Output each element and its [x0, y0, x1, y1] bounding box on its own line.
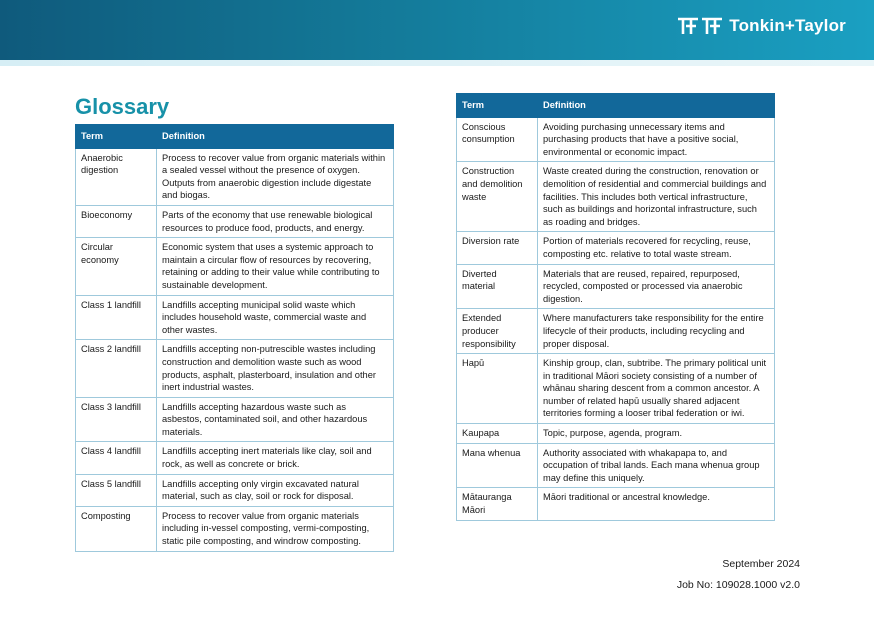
glossary-term: Conscious consumption — [457, 117, 538, 162]
table-row — [457, 162, 775, 232]
glossary-definition: Authority associated with whakapapa to, and occupation of tribal lands. Each mana whenua group may define this uniquely. — [538, 443, 775, 488]
table-header-row — [457, 94, 775, 118]
glossary-definition: Landfills accepting only virgin excavated natural material, such as clay, soil or rock for disposal. — [157, 474, 394, 506]
column-header-definition: Definition — [157, 125, 394, 149]
table-row — [457, 354, 775, 424]
column-header-term: Term — [457, 94, 538, 118]
glossary-definition: Landfills accepting municipal solid waste which includes household waste, commercial waste and other wastes. — [157, 295, 394, 340]
glossary-term: Class 3 landfill — [76, 397, 157, 442]
table-row — [76, 205, 394, 237]
glossary-definition: Landfills accepting non-putrescible wastes including construction and demolition waste such as wood products, asphalt, plasterboard, insulation and other inert industrial wastes. — [157, 340, 394, 397]
glossary-table-left — [75, 124, 394, 552]
glossary-term: Class 5 landfill — [76, 474, 157, 506]
header-accent-strip — [0, 60, 874, 66]
glossary-term: Class 4 landfill — [76, 442, 157, 474]
glossary-term: Mana whenua — [457, 443, 538, 488]
glossary-term: Hapū — [457, 354, 538, 424]
page-title: Glossary — [75, 94, 170, 119]
glossary-term: Mātauranga Māori — [457, 488, 538, 520]
column-header-term: Term — [76, 125, 157, 149]
glossary-definition: Avoiding purchasing unnecessary items and purchasing products that have a positive social, environmental or economic impact. — [538, 117, 775, 162]
glossary-term: Composting — [76, 506, 157, 551]
glossary-term: Diversion rate — [457, 232, 538, 264]
table-row — [76, 474, 394, 506]
table-row — [76, 340, 394, 397]
brand-logo — [677, 16, 846, 36]
glossary-term: Construction and demolition waste — [457, 162, 538, 232]
glossary-term: Diverted material — [457, 264, 538, 309]
table-row — [457, 264, 775, 309]
table-row — [76, 238, 394, 295]
table-row — [76, 397, 394, 442]
footer-job-number: Job No: 109028.1000 v2.0 — [676, 579, 800, 591]
glossary-definition: Process to recover value from organic materials including in-vessel composting, vermi-composting, static pile composting, and windrow composting. — [157, 506, 394, 551]
tonkin-taylor-logo-icon — [677, 17, 723, 35]
glossary-definition: Landfills accepting hazardous waste such as asbestos, contaminated soil, and other hazardous materials. — [157, 397, 394, 442]
footer-date: September 2024 — [722, 558, 800, 570]
glossary-definition: Process to recover value from organic materials within a sealed vessel without the presence of oxygen. Outputs from anaerobic digestion include digestate and biogas. — [157, 148, 394, 205]
brand-name: Tonkin+Taylor — [729, 16, 846, 35]
table-row — [76, 506, 394, 551]
glossary-table-right — [456, 93, 775, 521]
glossary-definition: Kinship group, clan, subtribe. The primary political unit in traditional Māori society consisting of a number of whānau sharing descent from a common ancestor. A number of related hapū usually shared adjacent territories forming a looser tribal federation or iwi. — [538, 354, 775, 424]
glossary-term: Extended producer responsibility — [457, 309, 538, 354]
glossary-term: Anaerobic digestion — [76, 148, 157, 205]
table-row — [76, 295, 394, 340]
table-row — [457, 443, 775, 488]
glossary-definition: Materials that are reused, repaired, repurposed, recycled, composted or processed via anaerobic digestion. — [538, 264, 775, 309]
glossary-term: Circular economy — [76, 238, 157, 295]
glossary-definition: Landfills accepting inert materials like clay, soil and rock, as well as concrete or brick. — [157, 442, 394, 474]
table-row — [76, 148, 394, 205]
table-header-row — [76, 125, 394, 149]
glossary-definition: Topic, purpose, agenda, program. — [538, 424, 775, 444]
glossary-term: Bioeconomy — [76, 205, 157, 237]
glossary-definition: Economic system that uses a systemic approach to maintain a circular flow of resources by recovering, retaining or adding to their value while contributing to sustainable development. — [157, 238, 394, 295]
glossary-term: Kaupapa — [457, 424, 538, 444]
table-row — [457, 309, 775, 354]
glossary-term: Class 2 landfill — [76, 340, 157, 397]
table-row — [457, 424, 775, 444]
table-row — [457, 117, 775, 162]
glossary-definition: Portion of materials recovered for recycling, reuse, composting etc. relative to total waste stream. — [538, 232, 775, 264]
table-row — [457, 232, 775, 264]
glossary-definition: Where manufacturers take responsibility for the entire lifecycle of their products, including recycling and proper disposal. — [538, 309, 775, 354]
glossary-definition: Māori traditional or ancestral knowledge. — [538, 488, 775, 520]
glossary-term: Class 1 landfill — [76, 295, 157, 340]
glossary-definition: Waste created during the construction, renovation or demolition of residential and commercial buildings and facilities. This includes both vertical infrastructure, such as buildings and horizontal infrastructure, such as roading and bridges. — [538, 162, 775, 232]
glossary-definition: Parts of the economy that use renewable biological resources to produce food, products, and energy. — [157, 205, 394, 237]
column-header-definition: Definition — [538, 94, 775, 118]
table-row — [76, 442, 394, 474]
table-row — [457, 488, 775, 520]
